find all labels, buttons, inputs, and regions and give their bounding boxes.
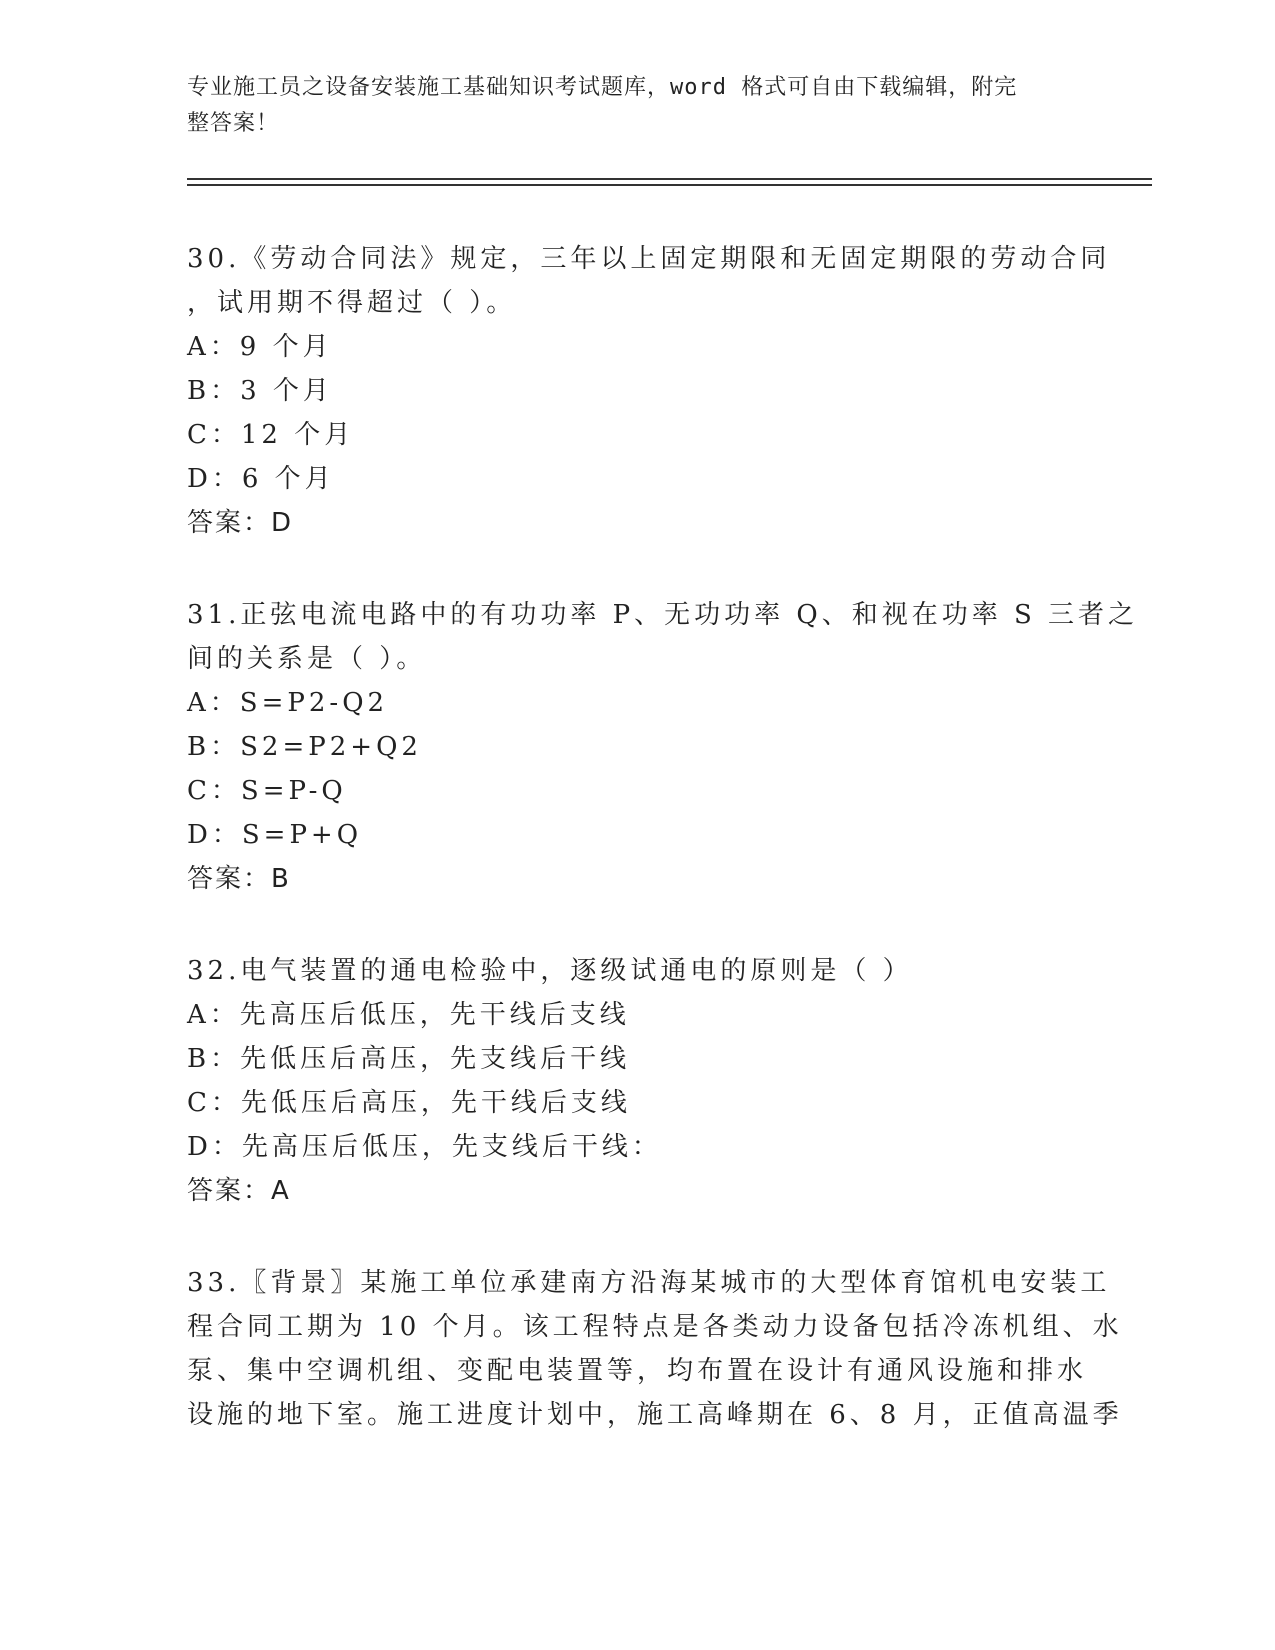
- question-32-option-d: D：先高压后低压，先支线后干线：: [187, 1132, 662, 1162]
- document-header: [187, 70, 1067, 142]
- question-32-stem-line-1: 32.电气装置的通电检验中，逐级试通电的原则是（ ）: [187, 956, 913, 986]
- question-30-stem-line-2: ，试用期不得超过（ ）。: [187, 288, 517, 318]
- question-30-option-b: B：3 个月: [187, 376, 333, 406]
- question-31-option-c: C：S=P-Q: [187, 776, 347, 806]
- header-divider-top: [187, 178, 1152, 180]
- question-30-stem-line-1: 30.《劳动合同法》规定，三年以上固定期限和无固定期限的劳动合同: [187, 244, 1111, 274]
- question-31-stem-line-1: 31.正弦电流电路中的有功功率 P、无功功率 Q、和视在功率 S 三者之: [187, 600, 1139, 630]
- question-32-answer: 答案：A: [187, 1176, 291, 1206]
- question-32-option-c: C：先低压后高压，先干线后支线: [187, 1088, 631, 1118]
- question-30-answer: 答案：D: [187, 508, 294, 538]
- question-31-option-a: A：S=P2-Q2: [187, 688, 389, 718]
- header-line-1: 专业施工员之设备安装施工基础知识考试题库，word 格式可自由下载编辑，附完: [187, 75, 1018, 100]
- question-33-stem-line-4: 设施的地下室。施工进度计划中，施工高峰期在 6、8 月，正值高温季: [187, 1400, 1123, 1430]
- question-31-option-d: D：S=P+Q: [187, 820, 363, 850]
- question-30-option-c: C：12 个月: [187, 420, 355, 450]
- question-31-stem-line-2: 间的关系是（ ）。: [187, 644, 427, 674]
- question-32-option-a: A：先高压后低压，先干线后支线: [187, 1000, 630, 1030]
- question-33-stem-line-1: 33.〖背景〗某施工单位承建南方沿海某城市的大型体育馆机电安装工: [187, 1268, 1111, 1298]
- question-33-stem-line-3: 泵、集中空调机组、变配电装置等，均布置在设计有通风设施和排水: [187, 1356, 1088, 1386]
- question-30-option-a: A：9 个月: [187, 332, 333, 362]
- question-31-answer: 答案：B: [187, 864, 291, 894]
- question-33-stem-line-2: 程合同工期为 10 个月。该工程特点是各类动力设备包括冷冻机组、水: [187, 1312, 1123, 1342]
- header-line-2: 整答案！: [187, 111, 280, 136]
- header-divider-bottom: [187, 184, 1152, 186]
- question-32-option-b: B：先低压后高压，先支线后干线: [187, 1044, 631, 1074]
- question-30-option-d: D：6 个月: [187, 464, 335, 494]
- question-31-option-b: B：S2=P2+Q2: [187, 732, 422, 762]
